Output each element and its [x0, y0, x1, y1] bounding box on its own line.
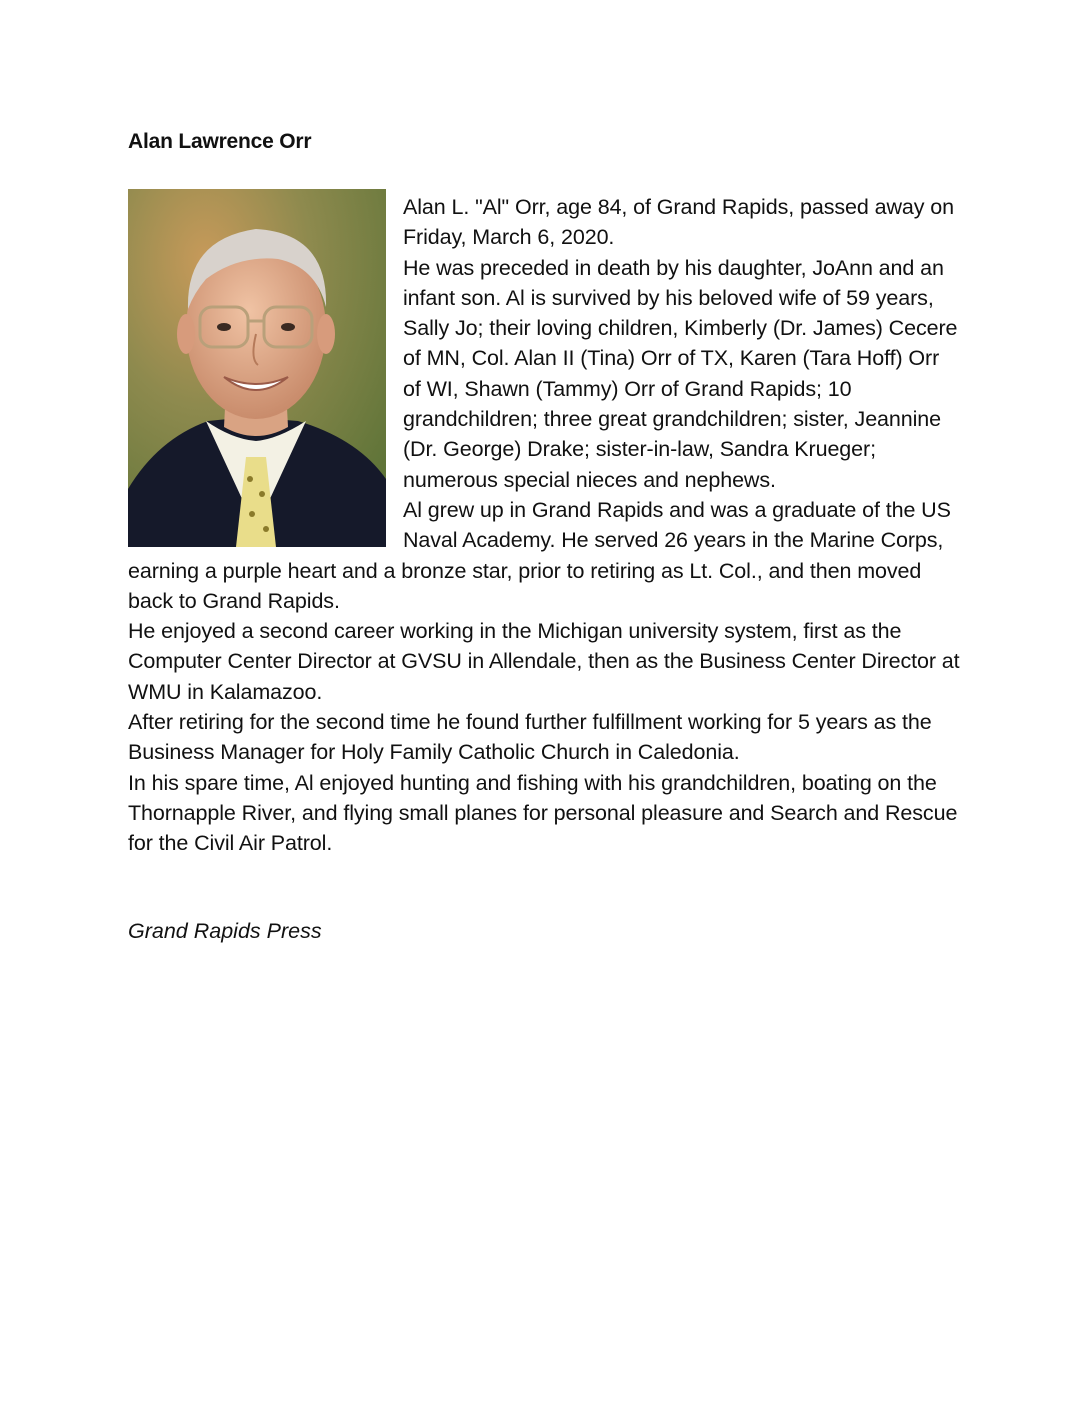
- paragraph-career-university: He enjoyed a second career working in the Michigan university system, first as the Computer Center Director at GVSU in Allendale, then as the Business Center Director at WMU in Kalamazoo.: [128, 619, 960, 704]
- paragraph-survivors: He was preceded in death by his daughter, JoAnn and an infant son. Al is survived by his beloved wife of 59 years, Sally Jo; their loving children, Kimberly (Dr. James) Cecere of MN, Col. Alan II (Tina) Orr of TX, Karen (Tara Hoff) Orr of WI, Shawn (Tammy) Orr of Grand Rapids; 10 grandchildren; three great grandchildren; sister, Jeannine (Dr. George) Drake; sister-in-law, Sandra Krueger; numerous special nieces and nephews.: [403, 255, 958, 492]
- paragraph-death-notice: Alan L. "Al" Orr, age 84, of Grand Rapids, passed away on Friday, March 6, 2020.: [403, 195, 954, 250]
- paragraph-retirement: After retiring for the second time he found further fulfillment working for 5 years as the Business Manager for Holy Family Catholic Church in Caledonia.: [128, 710, 932, 765]
- obituary-body: [128, 192, 960, 859]
- photo-wrap-spacer: [128, 192, 403, 534]
- paragraph-hobbies: In his spare time, Al enjoyed hunting and fishing with his grandchildren, boating on the Thornapple River, and flying small planes for personal pleasure and Search and Rescue for the Civil Air Patrol.: [128, 770, 958, 856]
- page-title: Alan Lawrence Orr: [128, 130, 312, 153]
- source-credit: Grand Rapids Press: [128, 919, 322, 943]
- paragraph-career-military: Al grew up in Grand Rapids and was a graduate of the US Naval Academy. He served 26 years in the Marine Corps, earning a purple heart and a bronze star, prior to retiring as Lt. Col., and then moved back to Grand Rapids.: [128, 497, 951, 613]
